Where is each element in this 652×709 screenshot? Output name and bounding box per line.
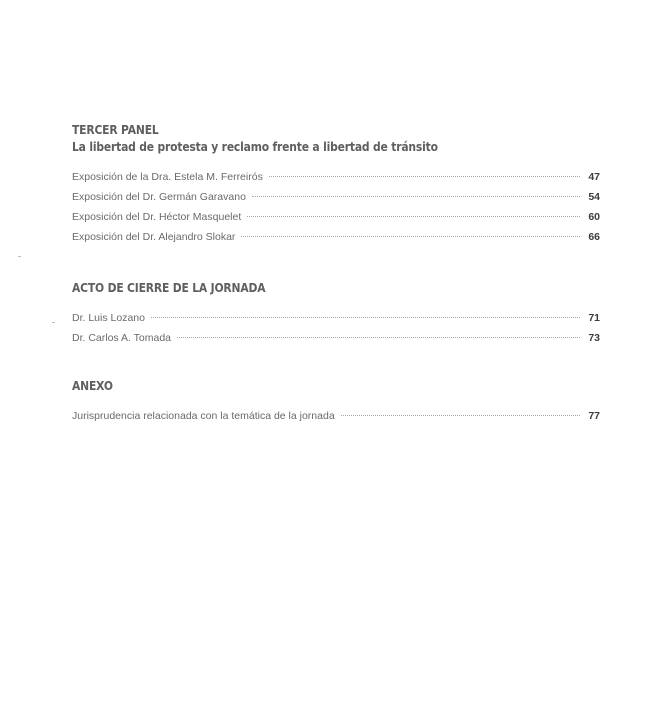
toc-entry-label: Jurisprudencia relacionada con la temática de la jornada [72, 410, 335, 422]
toc-section-anexo [72, 377, 600, 430]
toc-entry-label: Dr. Luis Lozano [72, 312, 145, 324]
toc-entry-page: 47 [588, 171, 600, 183]
toc-entry[interactable] [72, 332, 600, 352]
section-title: TERCER PANEL [72, 122, 159, 137]
toc-entry-label: Dr. Carlos A. Tomada [72, 332, 172, 344]
toc-entry[interactable] [72, 231, 600, 251]
dot-leader [151, 317, 580, 318]
dot-leader [252, 196, 580, 197]
toc-entry-label: Exposición del Dr. Germán Garavano [72, 191, 246, 203]
section-subtitle: La libertad de protesta y reclamo frente a libertad de tránsito [72, 139, 438, 154]
toc-entry-page: 71 [588, 312, 600, 324]
section-title: ACTO DE CIERRE DE LA JORNADA [72, 280, 266, 295]
toc-entry[interactable] [72, 171, 600, 191]
section-title: ANEXO [72, 378, 113, 393]
toc-entries [72, 312, 600, 352]
dot-leader [247, 216, 580, 217]
toc-entry-page: 73 [588, 332, 600, 344]
dot-leader [177, 337, 580, 338]
toc-entry[interactable] [72, 312, 600, 332]
dot-leader [341, 415, 580, 416]
scan-speck [18, 256, 21, 257]
dot-leader [241, 236, 580, 237]
toc-entry-page: 60 [588, 211, 600, 223]
scan-speck [52, 322, 55, 323]
toc-entries [72, 171, 600, 251]
toc-section-acto-de-cierre [72, 279, 600, 352]
toc-entry-label: Exposición de la Dra. Estela M. Ferreirós [72, 171, 263, 183]
toc-entry-page: 66 [588, 231, 600, 243]
toc-entry-label: Exposición del Dr. Alejandro Slokar [72, 231, 236, 243]
toc-entry[interactable] [72, 211, 600, 231]
dot-leader [269, 176, 580, 177]
toc-entry-label: Exposición del Dr. Héctor Masquelet [72, 211, 242, 223]
toc-section-tercer-panel [72, 121, 600, 251]
toc-entry[interactable] [72, 410, 600, 430]
toc-entries [72, 410, 600, 430]
toc-entry-page: 54 [588, 191, 600, 203]
toc-entry-page: 77 [588, 410, 600, 422]
toc-entry[interactable] [72, 191, 600, 211]
